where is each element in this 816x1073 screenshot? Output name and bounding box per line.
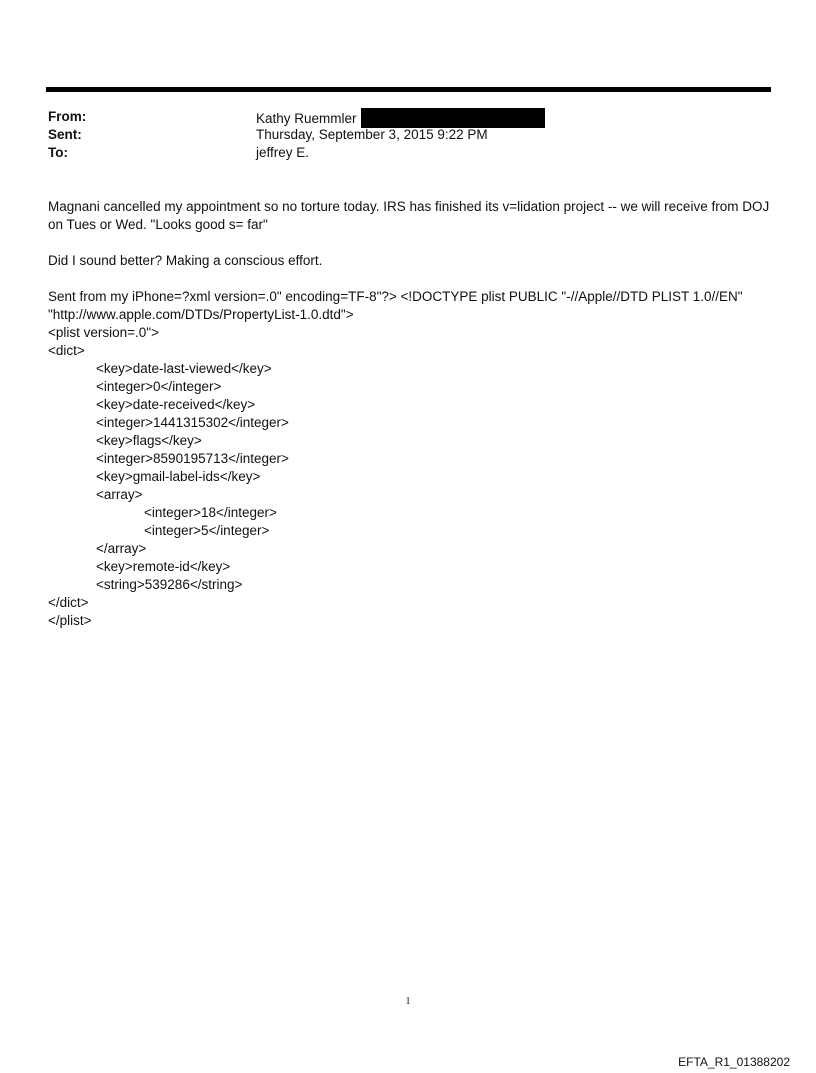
plist-line: <key>date-received</key> [96,397,256,412]
plist-line: <dict> [48,343,85,358]
plist-line: <key>flags</key> [96,433,202,448]
plist-line: <string>539286</string> [96,577,243,592]
from-name: Kathy Ruemmler [256,111,357,126]
plist-line: <integer>0</integer> [96,379,222,394]
plist-line: <plist version=.0"> [48,325,159,340]
plist-line: <integer>18</integer> [144,505,277,520]
page-number: 1 [405,996,411,1007]
sent-label: Sent: [48,127,82,142]
email-body [48,198,773,630]
document-stamp: EFTA_R1_01388202 [678,1055,790,1069]
plist-line: <key>date-last-viewed</key> [96,361,272,376]
from-label: From: [48,109,87,124]
to-label: To: [48,145,68,160]
plist-line: <integer>5</integer> [144,523,270,538]
plist-block [48,288,773,630]
plist-line: </array> [96,541,147,556]
plist-line: <key>remote-id</key> [96,559,231,574]
redaction-block [361,108,545,128]
to-value: jeffrey E. [256,145,310,160]
sent-value: Thursday, September 3, 2015 9:22 PM [256,127,488,142]
plist-line: <integer>1441315302</integer> [96,415,289,430]
plist-intro-line: Sent from my iPhone=?xml version=.0" encoding=TF-8"?> <!DOCTYPE plist PUBLIC "-//Apple//DTD PLIST 1.0//EN" "http://www.apple.com/DTDs/PropertyList-1.0.dtd"> [48,289,743,322]
plist-line: </plist> [48,613,92,628]
plist-line: <key>gmail-label-ids</key> [96,469,261,484]
from-value [256,108,545,128]
body-paragraph-1: Magnani cancelled my appointment so no torture today. IRS has finished its v=lidation project -- we will receive from DOJ on Tues or Wed. "Looks good s= far" [48,199,770,232]
plist-line: <integer>8590195713</integer> [96,451,289,466]
header-rule [46,87,771,92]
plist-line: <array> [96,487,143,502]
plist-line: </dict> [48,595,89,610]
body-paragraph-2: Did I sound better? Making a conscious effort. [48,253,323,268]
